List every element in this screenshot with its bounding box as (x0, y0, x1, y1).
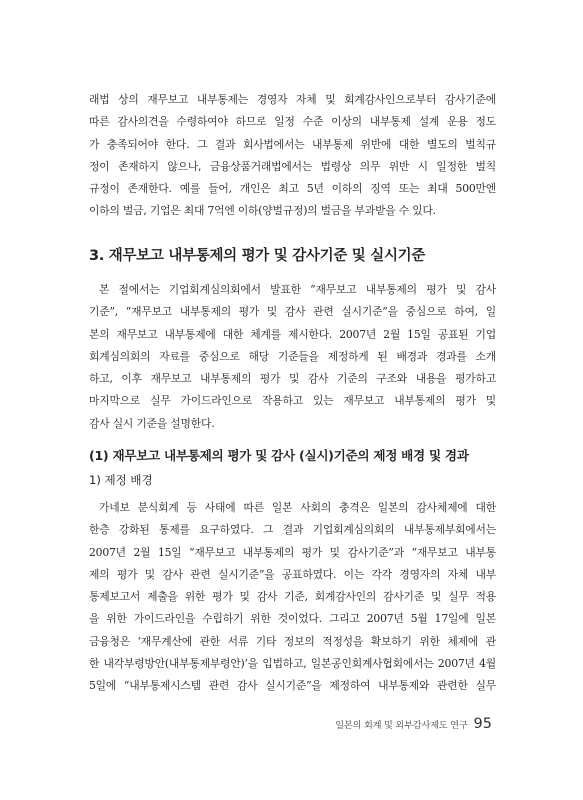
body-text-line: 을 위한 가이드라인을 수립하기 위한 것이었다. 그리고 2007년 5월 17일에 일본 (89, 612, 496, 626)
section-heading: 3. 재무보고 내부통제의 평가 및 감사기준 및 실시기준 (89, 248, 426, 264)
paragraph-intro (89, 89, 496, 223)
body-text-line: 본 절에서는 기업회계심의회에서 발표한 “재무보고 내부통제의 평가 및 감사 (99, 283, 496, 296)
body-text-line: 금융청은 ‘재무계산에 관한 서류 기타 정보의 적정성을 확보하기 위한 체제에 관 (89, 634, 496, 648)
body-text-line: 기준”, “재무보고 내부통제의 평가 및 감사 관련 실시기준”을 중심으로 하여, 일 (89, 305, 496, 319)
page-footer (335, 716, 492, 732)
subsubsection-heading: 1) 제정 배경 (89, 473, 153, 487)
body-text-line: 한 내각부령방안(내부통제부령안)’을 입법하고, 일본공인회계사협회에서는 2007년 4월 (89, 657, 496, 671)
body-text-line: 마지막으로 실무 가이드라인으로 작용하고 있는 재무보고 내부통제의 평가 및 (89, 394, 496, 408)
subsection-heading: (1) 재무보고 내부통제의 평가 및 감사 (실시)기준의 제정 배경 및 경과 (89, 448, 469, 463)
body-text-line: 규정이 존재한다. 예를 들어, 개인은 최고 5년 이하의 징역 또는 최대 500만엔 (89, 182, 496, 196)
body-text-line: 가네보 분식회계 등 사태에 따른 일본 사회의 충격은 일본의 감사체제에 대한 (99, 501, 496, 514)
running-title: 일본의 회계 및 외부감사제도 연구 (335, 720, 468, 731)
body-text-line: 회계심의회의 자료를 중심으로 해당 기준들을 제정하게 된 배경과 경과를 소개 (89, 349, 496, 363)
body-text-line: 한층 강화된 통제를 요구하였다. 그 결과 기업회계심의회의 내부통제부회에서는 (89, 523, 496, 537)
body-text-line: 정이 존재하지 않으나, 금융상품거래법에서는 법령상 의무 위반 시 일정한 벌칙 (89, 159, 496, 173)
body-text-line: 이하의 벌금, 기업은 최대 7억엔 이하(양벌규정)의 벌금을 부과받을 수 있다. (89, 204, 436, 218)
page-number: 95 (473, 716, 492, 732)
body-text-line: 통제보고서 제출을 위한 평가 및 감사 기준, 회계감사인의 감사기준 및 실무 적용 (89, 590, 496, 604)
body-text-line: 2007년 2월 15일 “재무보고 내부통제의 평가 및 감사기준”과 “재무보고 내부통 (89, 545, 496, 559)
body-text-line: 5일에 “내부통제시스템 관련 감사 실시기준”을 제정하여 내부통제와 관련한 실무 (89, 679, 496, 693)
body-text-line: 감사 실시 기준을 설명한다. (89, 416, 215, 430)
body-text-line: 가 충족되어야 한다. 그 결과 회사법에서는 내부통제 위반에 대한 별도의 벌칙규 (89, 137, 496, 151)
body-text-line: 따른 감사의견을 수령하여야 하므로 일정 수준 이상의 내부통제 설계 운용 정도 (89, 115, 496, 129)
paragraph-section-intro (89, 279, 496, 435)
body-text-line: 본의 재무보고 내부통제에 대한 체계를 제시한다. 2007년 2월 15일 공표된 기업 (89, 327, 496, 341)
body-text-line: 하고, 이후 재무보고 내부통제의 평가 및 감사 기준의 구조와 내용을 평가하고 (89, 372, 496, 386)
paragraph-background (89, 497, 496, 698)
body-text-line: 제의 평가 및 감사 관련 실시기준”을 공표하였다. 이는 각각 경영자의 자체 내부 (89, 567, 496, 581)
body-text-line: 래법 상의 재무보고 내부통제는 경영자 자체 및 회계감사인으로부터 감사기준에 (89, 93, 496, 106)
